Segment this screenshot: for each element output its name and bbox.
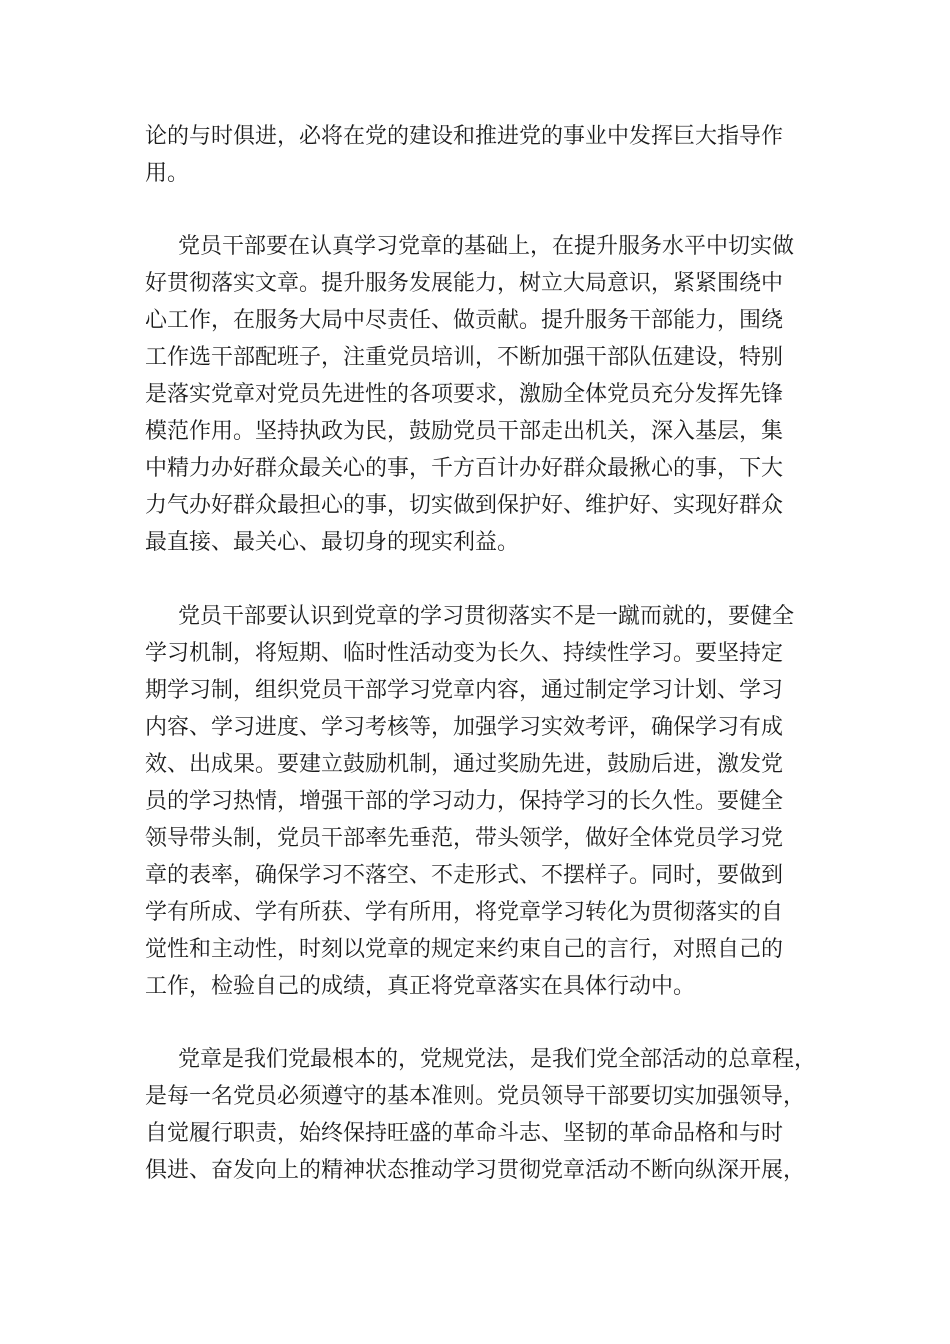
text-line: 是落实党章对党员先进性的各项要求，激励全体党员充分发挥先锋 (145, 382, 784, 407)
text-line: 用。 (145, 161, 190, 186)
paragraph-first-line: 党员干部要在认真学习党章的基础上，在提升服务水平中切实做 (178, 234, 795, 259)
text-line: 论的与时俱进，必将在党的建设和推进党的事业中发挥巨大指导作 (145, 124, 784, 149)
text-line: 力气办好群众最担心的事，切实做到保护好、维护好、实现好群众 (145, 493, 784, 518)
text-line: 领导带头制，党员干部率先垂范，带头领学，做好全体党员学习党 (145, 826, 784, 851)
text-line: 心工作，在服务大局中尽责任、做贡献。提升服务干部能力，围绕 (145, 308, 784, 333)
text-line: 学有所成、学有所获、学有所用，将党章学习转化为贯彻落实的自 (145, 900, 784, 925)
text-line: 自觉履行职责，始终保持旺盛的革命斗志、坚韧的革命品格和与时 (145, 1121, 784, 1146)
text-line: 效、出成果。要建立鼓励机制，通过奖励先进，鼓励后进，激发党 (145, 752, 784, 777)
text-line: 俱进、奋发向上的精神状态推动学习贯彻党章活动不断向纵深开展， (145, 1158, 806, 1183)
text-line: 工作选干部配班子，注重党员培训，不断加强干部队伍建设，特别 (145, 345, 784, 370)
text-line: 员的学习热情，增强干部的学习动力，保持学习的长久性。要健全 (145, 789, 784, 814)
paragraph-first-line: 党章是我们党最根本的，党规党法，是我们党全部活动的总章程， (178, 1047, 817, 1072)
text-line: 好贯彻落实文章。提升服务发展能力，树立大局意识，紧紧围绕中 (145, 271, 784, 296)
text-line: 觉性和主动性，时刻以党章的规定来约束自己的言行，对照自己的 (145, 937, 784, 962)
paragraph-first-line: 党员干部要认识到党章的学习贯彻落实不是一蹴而就的，要健全 (178, 604, 795, 629)
text-line: 是每一名党员必须遵守的基本准则。党员领导干部要切实加强领导， (145, 1084, 806, 1109)
text-line: 章的表率，确保学习不落空、不走形式、不摆样子。同时，要做到 (145, 863, 784, 888)
text-line: 期学习制，组织党员干部学习党章内容，通过制定学习计划、学习 (145, 678, 784, 703)
text-line: 最直接、最关心、最切身的现实利益。 (145, 530, 520, 555)
text-line: 模范作用。坚持执政为民，鼓励党员干部走出机关，深入基层，集 (145, 419, 784, 444)
text-line: 学习机制，将短期、临时性活动变为长久、持续性学习。要坚持定 (145, 641, 784, 666)
text-line: 内容、学习进度、学习考核等，加强学习实效考评，确保学习有成 (145, 715, 784, 740)
text-line: 中精力办好群众最关心的事，千方百计办好群众最揪心的事，下大 (145, 456, 784, 481)
text-line: 工作，检验自己的成绩，真正将党章落实在具体行动中。 (145, 974, 696, 999)
